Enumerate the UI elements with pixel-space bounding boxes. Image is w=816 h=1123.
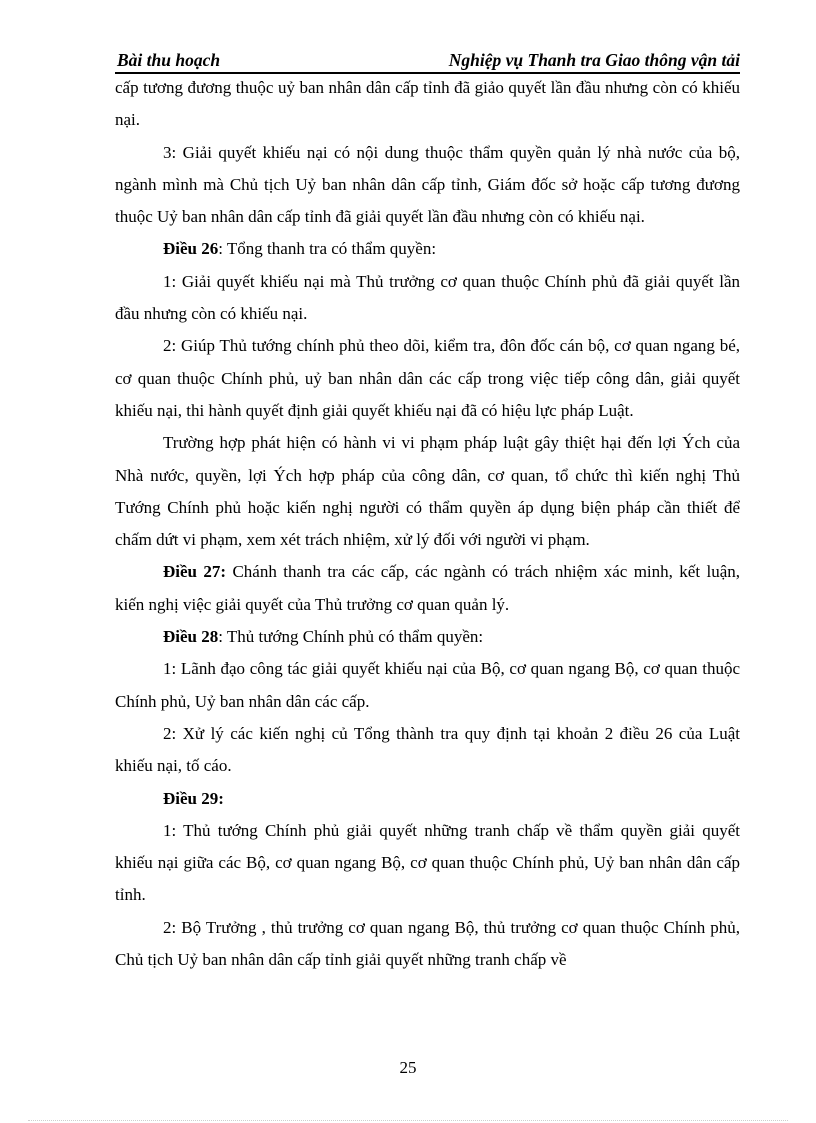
article-26-text: : Tổng thanh tra có thẩm quyền: — [218, 239, 437, 259]
paragraph-article-28 — [115, 621, 740, 653]
page-number: 25 — [399, 1058, 417, 1077]
article-26-heading: Điều 26 — [163, 239, 219, 259]
article-28-text: : Thủ tướng Chính phủ có thẩm quyền: — [218, 627, 484, 647]
paragraph-violation-case: Trường hợp phát hiện có hành vi vi phạm pháp luật gây thiệt hại đến lợi Ých của Nhà nước, quyền, lợi Ých hợp pháp của công dân, cơ quan, tổ chức thì kiến nghị Thủ Tướng Chính phủ hoặc kiến nghị người có thẩm quyền áp dụng biện pháp cần thiết để chấm dứt vi phạm, xem xét trách nhiệm, xử lý đối với người vi phạm. — [115, 433, 740, 550]
paragraph-article-29-clause-1: 1: Thủ tướng Chính phủ giải quyết những tranh chấp về thẩm quyền giải quyết khiếu nại giữa các Bộ, cơ quan ngang Bộ, cơ quan thuộc Chính phủ, Uỷ ban nhân dân cấp tỉnh. — [115, 820, 740, 905]
document-body — [115, 72, 740, 976]
paragraph-article-26-clause-1: 1: Giải quyết khiếu nại mà Thủ trưởng cơ quan thuộc Chính phủ đã giải quyết lần đầu nhưng còn có khiếu nại. — [115, 271, 740, 324]
paragraph-article-29-clause-2: 2: Bộ Trưởng , thủ trưởng cơ quan ngang Bộ, thủ trưởng cơ quan thuộc Chính phủ, Chủ tịch Uỷ ban nhân dân cấp tỉnh giải quyết những tranh chấp về — [115, 917, 740, 970]
article-27-heading: Điều 27: — [163, 562, 227, 582]
header-right-title: Nghiệp vụ Thanh tra Giao thông vận tải — [448, 50, 740, 70]
article-27-text: Chánh thanh tra các cấp, các ngành có trách nhiệm xác minh, kết luận, kiến nghị việc giải quyết của Thủ trưởng cơ quan quản lý. — [115, 562, 740, 614]
header-left-title: Bài thu hoạch — [117, 50, 221, 70]
page-bottom-divider — [28, 1120, 788, 1121]
paragraph-clause-3: 3: Giải quyết khiếu nại có nội dung thuộc thẩm quyền quản lý nhà nước của bộ, ngành mình mà Chủ tịch Uỷ ban nhân dân cấp tỉnh, Giám đốc sở hoặc cấp tương đương thuộc Uỷ ban nhân dân cấp tỉnh đã giải quyết lần đầu nhưng còn có khiếu nại. — [115, 142, 740, 227]
article-28-heading: Điều 28 — [163, 627, 219, 647]
paragraph-continuation: cấp tương đương thuộc uỷ ban nhân dân cấp tỉnh đã giảo quyết lần đầu nhưng còn có khiếu nại. — [115, 78, 740, 130]
paragraph-article-27 — [115, 556, 740, 621]
paragraph-article-26-clause-2: 2: Giúp Thủ tướng chính phủ theo dõi, kiểm tra, đôn đốc cán bộ, cơ quan ngang bé, cơ quan thuộc Chính phủ, uỷ ban nhân dân các cấp trong việc tiếp công dân, giải quyết khiếu nại, thi hành quyết định giải quyết khiếu nại đã có hiệu lực pháp Luật. — [115, 336, 740, 420]
article-29-heading: Điều 29: — [163, 788, 224, 808]
paragraph-article-26 — [115, 233, 740, 265]
paragraph-article-28-clause-2: 2: Xử lý các kiến nghị củ Tổng thành tra quy định tại khoản 2 điều 26 của Luật khiếu nại, tố cáo. — [115, 723, 740, 776]
page-header — [115, 50, 740, 74]
paragraph-article-28-clause-1: 1: Lãnh đạo công tác giải quyết khiếu nại của Bộ, cơ quan ngang Bộ, cơ quan thuộc Chính phủ, Uỷ ban nhân dân các cấp. — [115, 659, 740, 711]
paragraph-article-29 — [115, 783, 740, 815]
